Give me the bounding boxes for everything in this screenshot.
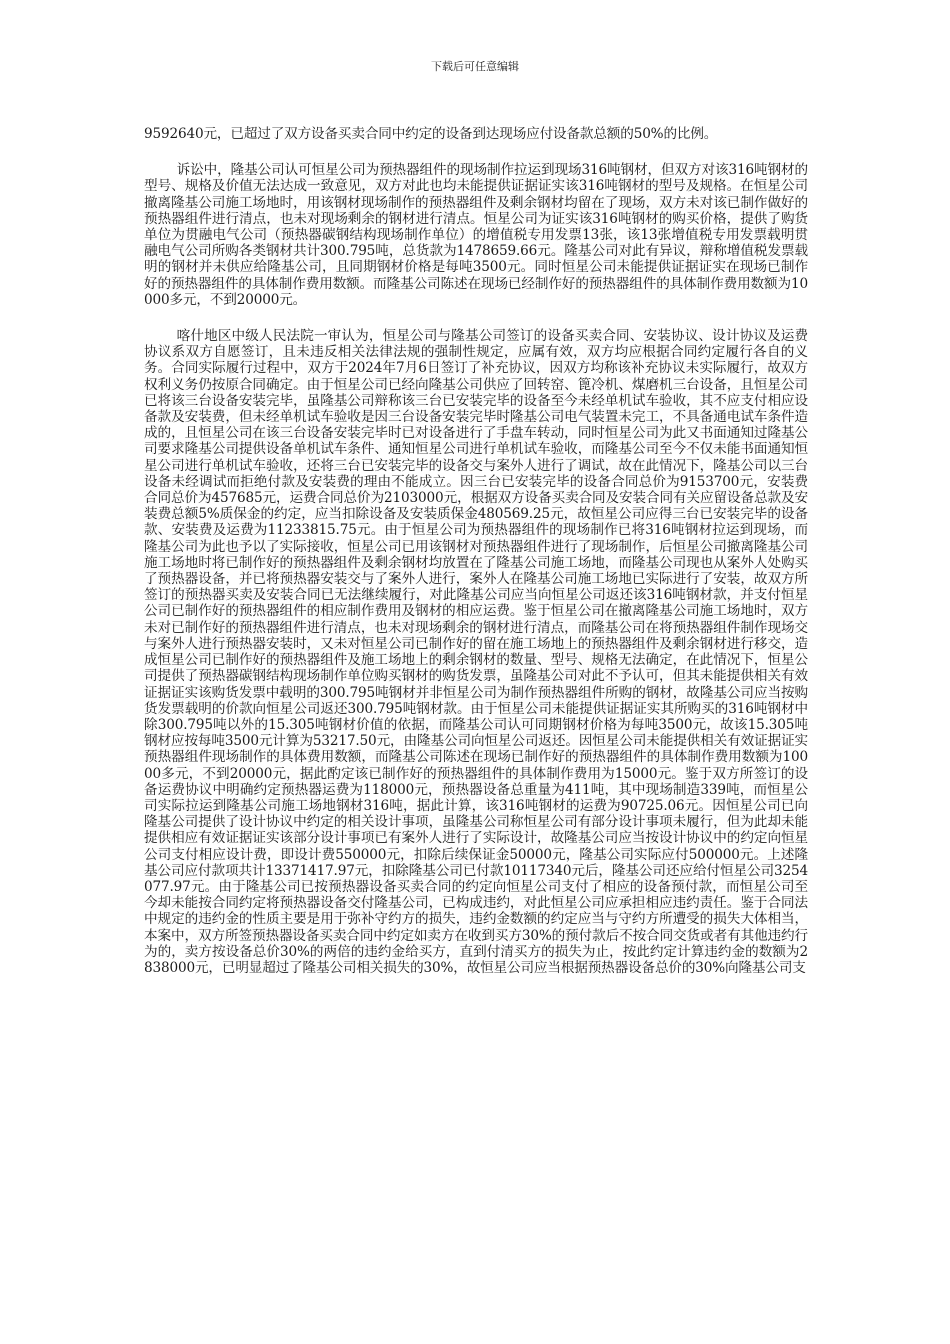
- paragraph-litigation-facts: 诉讼中，隆基公司认可恒星公司为预热器组件的现场制作拉运到现场316吨钢材，但双方对该316吨钢材的型号、规格及价值无法达成一致意见，双方对此也均未能提供证据证实该316吨钢材的型号及规格。在恒星公司撤离隆基公司施工场地时，用该钢材现场制作的预热器组件及剩余钢材均留在了现场，双方未对该已制作做好的预热器组件进行清点，也未对现场剩余的钢材进行清点。恒星公司为证实该316吨钢材的购买价格，提供了购货单位为贯融电气公司（预热器碳钢结构现场制作单位）的增值税专用发票13张，该13张增值税专用发票载明贯融电气公司所购各类钢材共计300.795吨，总货款为1478659.66元。隆基公司对此有异议，辩称增值税发票载明的钢材并未供应给隆基公司，且同期钢材价格是每吨3500元。同时恒星公司未能提供证据证实在现场已制作好的预热器组件的具体制作费用数额。而隆基公司陈述在现场已经制作好的预热器组件的具体制作费用数额为10000多元，不到20000元。: [144, 162, 808, 308]
- paragraph-court-opinion: 喀什地区中级人民法院一审认为，恒星公司与隆基公司签订的设备买卖合同、安装协议、设计协议及运费协议系双方自愿签订，且未违反相关法律法规的强制性规定，应属有效，双方均应根据合同约定履行各自的义务。合同实际履行过程中，双方于2024年7月6日签订了补充协议，因双方均称该补充协议未实际履行，故双方权利义务仍按原合同确定。由于恒星公司已经向隆基公司供应了回转窑、篦冷机、煤磨机三台设备，且恒星公司已将该三台设备安装完毕，虽隆基公司辩称该三台已安装完毕的设备至今未经单机试车验收，其不应支付相应设备款及安装费，但未经单机试车验收是因三台设备安装完毕时隆基公司电气装置未完工，不具备通电试车条件造成的，且恒星公司在该三台设备安装完毕时已对设备进行了手盘车转动，同时恒星公司为此又书面通知过隆基公司要求隆基公司提供设备单机试车条件、通知恒星公司进行单机试车验收，而隆基公司至今不仅未能书面通知恒星公司进行单机试车验收，还将三台已安装完毕的设备交与案外人进行了调试，故在此情况下，隆基公司以三台设备未经调试而拒绝付款及安装费的理由不能成立。因三台已安装完毕的设备合同总价为9153700元，安装费合同总价为457685元，运费合同总价为2103000元，根据双方设备买卖合同及安装合同有关应留设备总款及安装费总额5%质保金的约定，应当扣除设备及安装质保金480569.25元，故恒星公司应得三台已安装完毕的设备款、安装费及运费为11233815.75元。由于恒星公司为预热器组件的现场制作已将316吨钢材拉运到现场，而隆基公司为此也予以了实际接收，恒星公司已用该钢材对预热器组件进行了现场制作，后恒星公司撤离隆基公司施工场地时将已制作好的预热器组件及剩余钢材均放置在了隆基公司施工场地，而隆基公司现也从案外人处购买了预热器设备，并已将预热器安装交与了案外人进行，案外人在隆基公司施工场地已实际进行了安装，故双方所签订的预热器买卖及安装合同已无法继续履行，对此隆基公司应当向恒星公司返还该316吨钢材款，并支付恒星公司已制作好的预热器组件的相应制作费用及钢材的相应运费。鉴于恒星公司在撤离隆基公司施工场地时，双方未对已制作好的预热器组件进行清点，也未对现场剩余的钢材进行清点，而隆基公司在将预热器组件制作现场交与案外人进行预热器安装时，又未对恒星公司已制作好的留在施工场地上的预热器组件及剩余钢材进行移交，造成恒星公司已制作好的预热器组件及施工场地上的剩余钢材的数量、型号、规格无法确定，在此情况下，恒星公司提供了预热器碳钢结构现场制作单位购买钢材的购货发票，虽隆基公司对此不予认可，但其未能提供相关有效证据证实该购货发票中载明的300.795吨钢材并非恒星公司为制作预热器组件所购的钢材，故隆基公司应当按购货发票载明的价款向恒星公司返还300.795吨钢材款。由于恒星公司未能提供证据证实其所购买的316吨钢材中除300.795吨以外的15.305吨钢材价值的依据，而隆基公司认可同期钢材价格为每吨3500元，故该15.305吨钢材应按每吨3500元计算为53217.50元，由隆基公司向恒星公司返还。因恒星公司未能提供相关有效证据证实预热器组件现场制作的具体费用数额，而隆基公司陈述在现场已制作好的预热器组件的具体制作费用数额为10000多元，不到20000元，据此酌定该已制作好的预热器组件的具体制作费用为15000元。鉴于双方所签订的设备运费协议中明确约定预热器运费为118000元，预热器设备总重量为411吨，其中现场制造339吨，而恒星公司实际拉运到隆基公司施工场地钢材316吨，据此计算，该316吨钢材的运费为90725.06元。因恒星公司已向隆基公司提供了设计协议中约定的相关设计事项，虽隆基公司称恒星公司有部分设计事项未履行，但为此却未能提供相应有效证据证实该部分设计事项已有案外人进行了实际设计，故隆基公司应当按设计协议中的约定向恒星公司支付相应设计费，即设计费550000元，扣除后续保证金50000元，隆基公司实际应付500000元。上述隆基公司应付款项共计13371417.97元，扣除隆基公司已付款10117340元后，隆基公司还应给付恒星公司3254077.97元。由于隆基公司已按预热器设备买卖合同的约定向恒星公司支付了相应的设备预付款，而恒星公司至今却未能按合同约定将预热器设备交付隆基公司，已构成违约，对此恒星公司应承担相应违约责任。鉴于合同法中规定的违约金的性质主要是用于弥补守约方的损失，违约金数额的约定应当与守约方所遭受的损失大体相当，本案中，双方所签预热器设备买卖合同中约定如卖方在收到买方30%的预付款后不按合同交货或者有其他违约行为的，卖方按设备总价30%的两倍的违约金给买方，直到付清买方的损失为止，按此约定计算违约金的数额为2838000元，已明显超过了隆基公司相关损失的30%，故恒星公司应当根据预热器设备总价的30%向隆基公司支: [144, 328, 808, 976]
- document-body: [144, 126, 808, 976]
- page-header: 下载后可任意编辑: [431, 60, 519, 73]
- paragraph-continuation: 9592640元，已超过了双方设备买卖合同中约定的设备到达现场应付设备款总额的50%的比例。: [144, 126, 718, 142]
